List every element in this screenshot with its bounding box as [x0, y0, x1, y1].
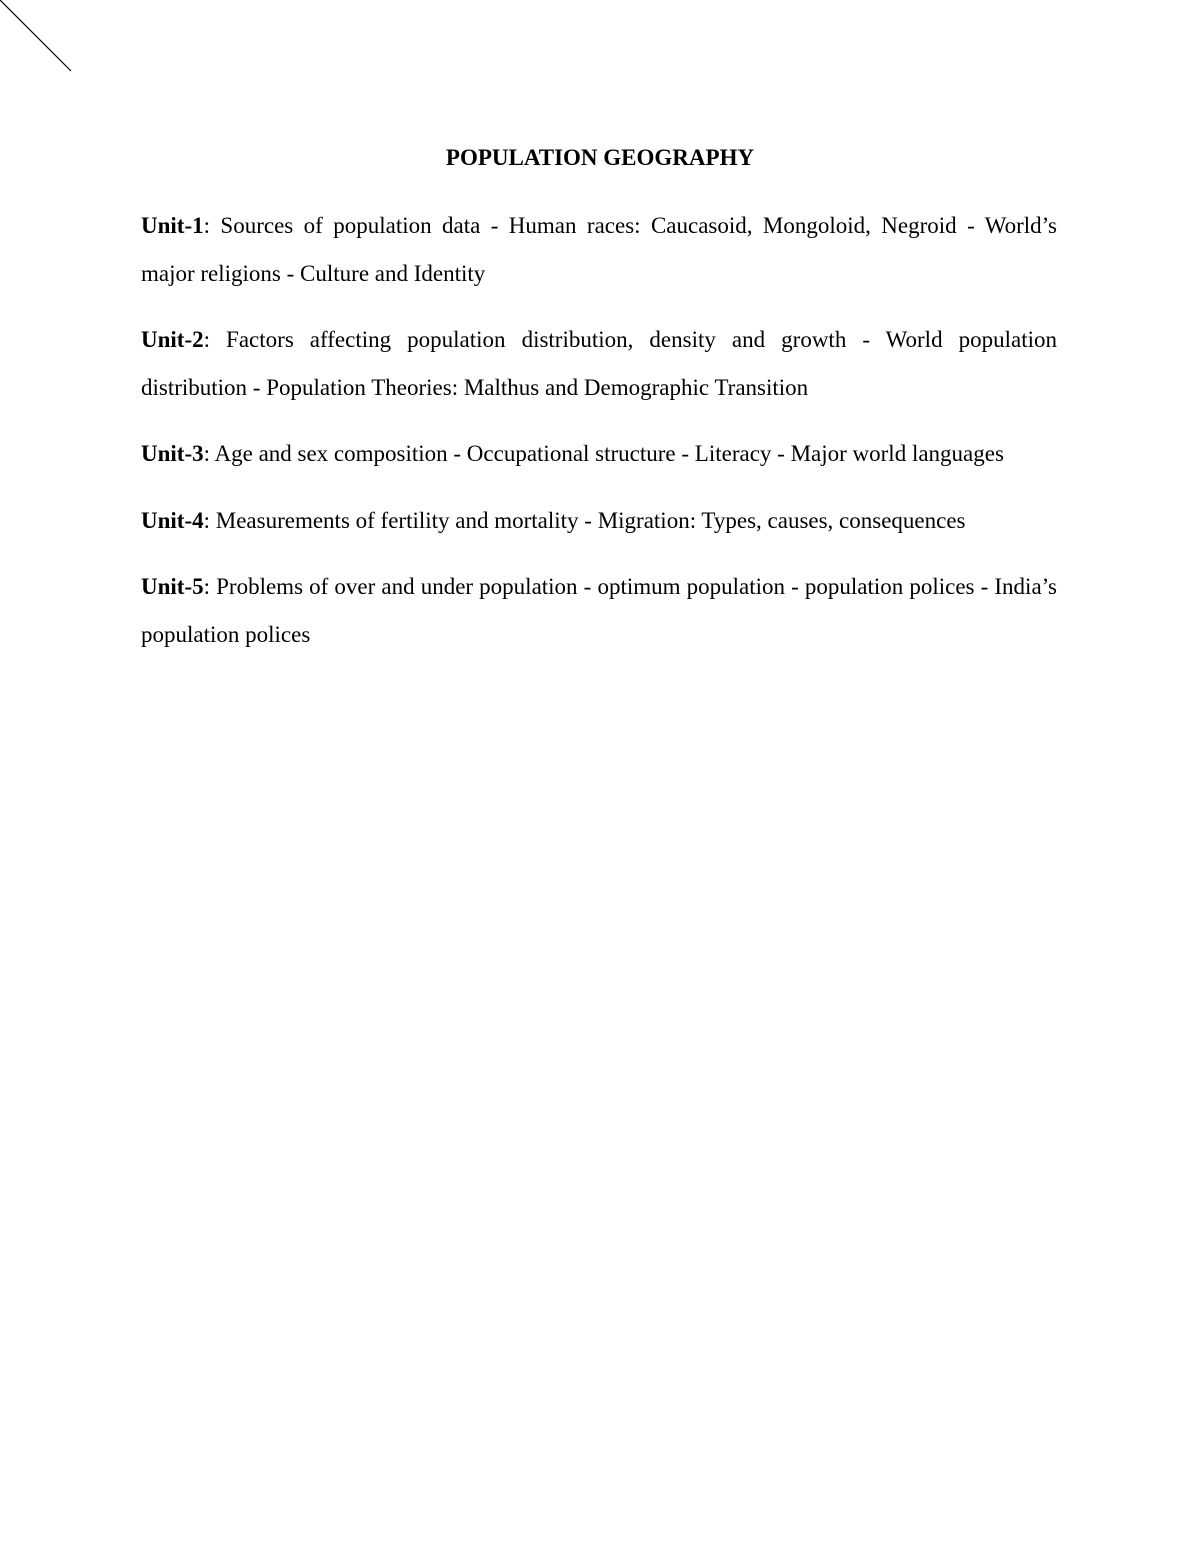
unit-2-text: : Factors affecting population distribution, density and growth - World population distribution - Population Theories: Malthus and Demographic Transition [141, 327, 1057, 400]
unit-5-paragraph [141, 563, 1057, 658]
unit-1-label: Unit-1 [141, 213, 204, 238]
unit-5-label: Unit-5 [141, 574, 204, 599]
corner-crop-mark [0, 0, 72, 72]
unit-1-paragraph [141, 202, 1057, 297]
unit-1-text: : Sources of population data - Human races: Caucasoid, Mongoloid, Negroid - World’s major religions - Culture and Identity [141, 213, 1057, 286]
unit-3-text: : Age and sex composition - Occupational structure - Literacy - Major world languages [203, 441, 1004, 466]
unit-3-paragraph [141, 430, 1057, 478]
unit-2-paragraph [141, 316, 1057, 411]
unit-4-text: : Measurements of fertility and mortality - Migration: Types, causes, consequences [203, 507, 966, 533]
unit-2-label: Unit-2 [141, 327, 204, 352]
unit-4-paragraph [141, 497, 1057, 545]
unit-5-text: : Problems of over and under population - optimum population - population polices - India’s population polices [141, 574, 1057, 647]
unit-list [141, 202, 1057, 677]
unit-4-label: Unit-4 [141, 507, 204, 533]
document-title: POPULATION GEOGRAPHY [445, 145, 755, 170]
unit-3-label: Unit-3 [141, 441, 204, 466]
